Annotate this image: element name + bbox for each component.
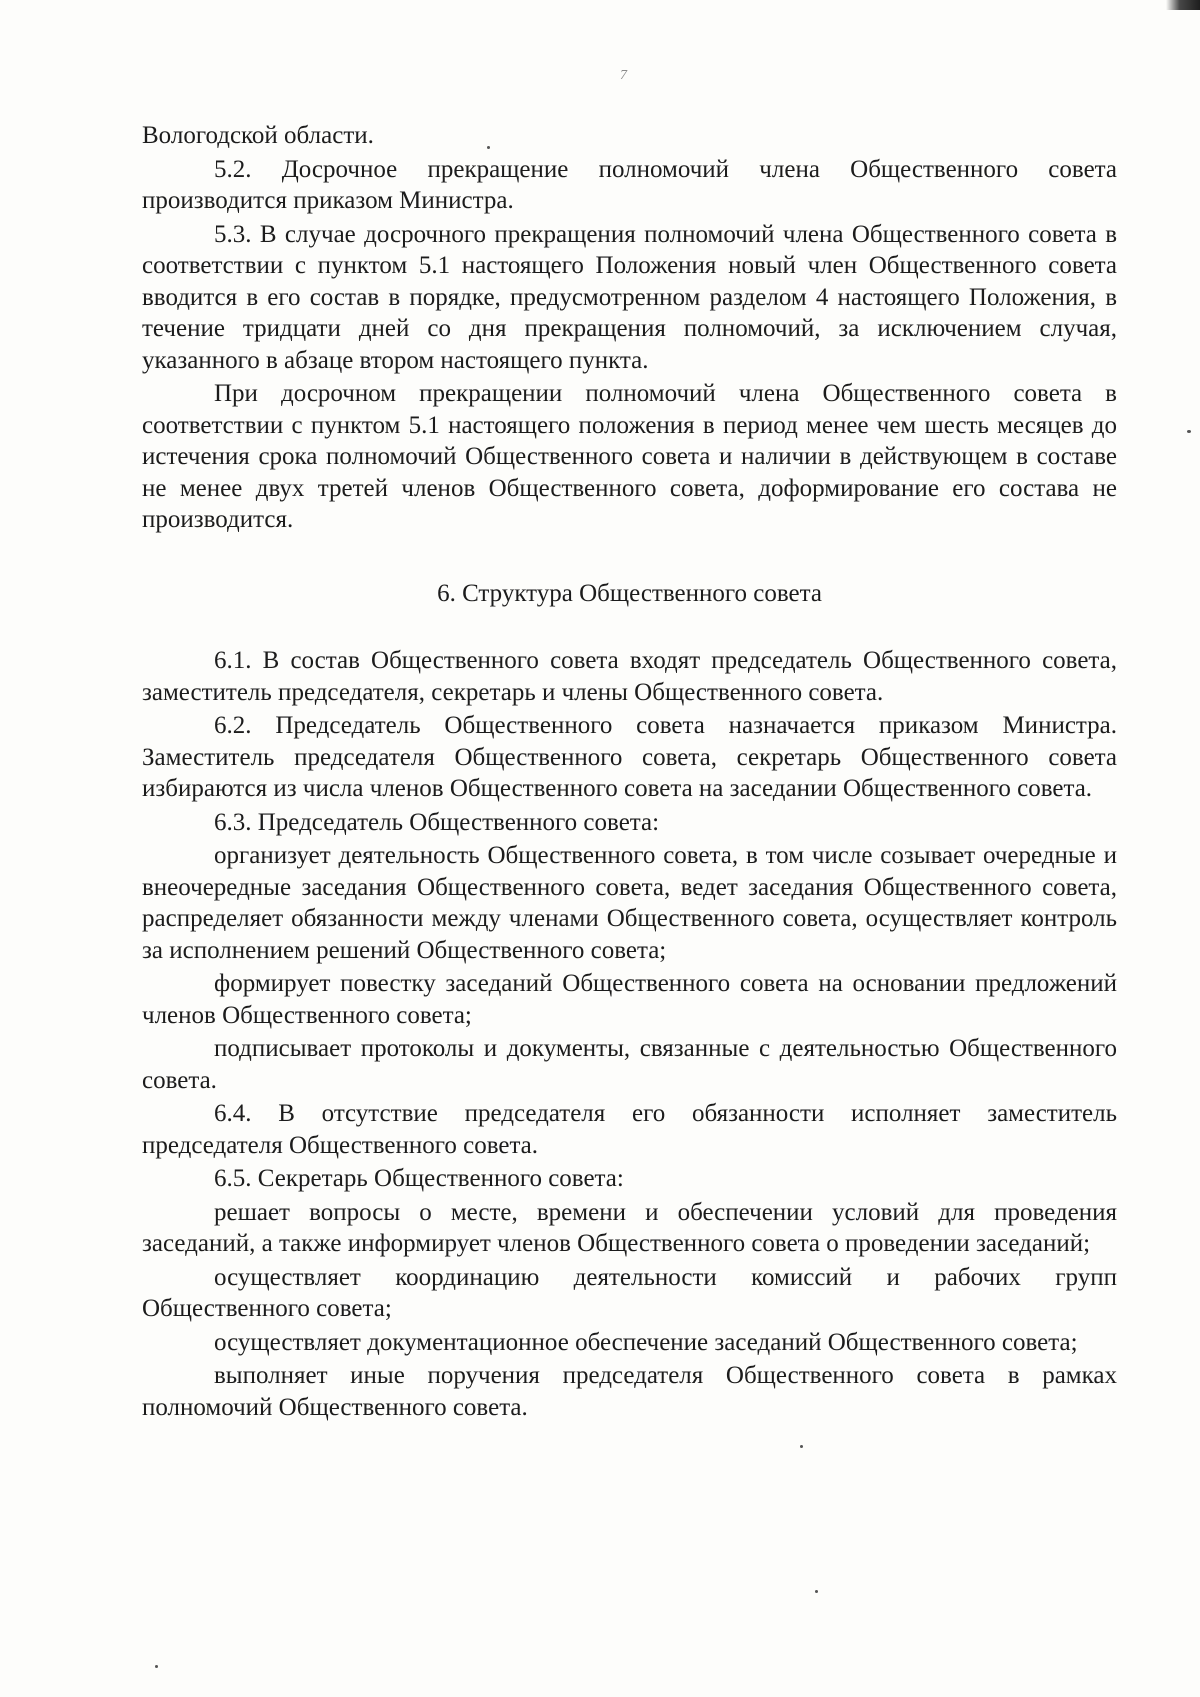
- paragraph-6-3: 6.3. Председатель Общественного совета:: [214, 808, 660, 836]
- paragraph: осуществляет координацию деятельности комиссий и рабочих групп Общественного совета;: [142, 1263, 1117, 1322]
- paragraph-6-2: 6.2. Председатель Общественного совета назначается приказом Министра. Заместитель председателя Общественного совета, секретарь Общественного совета избираются из числа членов Общественного совета на заседании Общественного совета.: [142, 712, 1117, 802]
- paragraph: Вологодской области.: [142, 122, 374, 149]
- paragraph-6-4: 6.4. В отсутствие председателя его обязанности исполняет заместитель председателя Общественного совета.: [142, 1100, 1117, 1159]
- scan-speck: [155, 1665, 158, 1668]
- paragraph: выполняет иные поручения председателя Общественного совета в рамках полномочий Общественного совета.: [142, 1362, 1117, 1421]
- paragraph: При досрочном прекращении полномочий члена Общественного совета в соответствии с пунктом 5.1 настоящего положения в период менее чем шесть месяцев до истечения срока полномочий Общественного совета и наличии в действующем в составе не менее двух третей членов Общественного совета, доформирование его состава не производится.: [142, 380, 1117, 533]
- paragraph-6-5: 6.5. Секретарь Общественного совета:: [214, 1165, 624, 1192]
- page-number: 7: [620, 68, 627, 83]
- document-body: [142, 120, 1117, 1425]
- scan-edge-mark: [1166, 0, 1200, 10]
- section-heading: 6. Структура Общественного совета: [437, 579, 822, 607]
- paragraph-6-1: 6.1. В состав Общественного совета входят председатель Общественного совета, заместитель председателя, секретарь и члены Общественного совета.: [142, 647, 1117, 706]
- scan-speck: [815, 1590, 818, 1593]
- paragraph: подписывает протоколы и документы, связанные с деятельностью Общественного совета.: [142, 1035, 1117, 1094]
- scan-speck: [800, 1445, 803, 1448]
- paragraph-5-2: 5.2. Досрочное прекращение полномочий члена Общественного совета производится приказом Министра.: [142, 155, 1117, 214]
- paragraph-5-3: 5.3. В случае досрочного прекращения полномочий члена Общественного совета в соответствии с пунктом 5.1 настоящего Положения новый член Общественного совета вводится в его состав в порядке, предусмотренном разделом 4 настоящего Положения, в течение тридцати дней со дня прекращения полномочий, за исключением случая, указанного в абзаце втором настоящего пункта.: [142, 220, 1117, 374]
- paragraph: формирует повестку заседаний Общественного совета на основании предложений членов Общественного совета;: [142, 970, 1117, 1029]
- paragraph: организует деятельность Общественного совета, в том числе созывает очередные и внеочередные заседания Общественного совета, ведет заседания Общественного совета, распределяет обязанности между членами Общественного совета, осуществляет контроль за исполнением решений Общественного совета;: [142, 842, 1117, 964]
- paragraph: решает вопросы о месте, времени и обеспечении условий для проведения заседаний, а также информирует членов Общественного совета о проведении заседаний;: [142, 1198, 1117, 1257]
- paragraph: осуществляет документационное обеспечение заседаний Общественного совета;: [214, 1328, 1078, 1356]
- scan-speck: [1187, 430, 1191, 433]
